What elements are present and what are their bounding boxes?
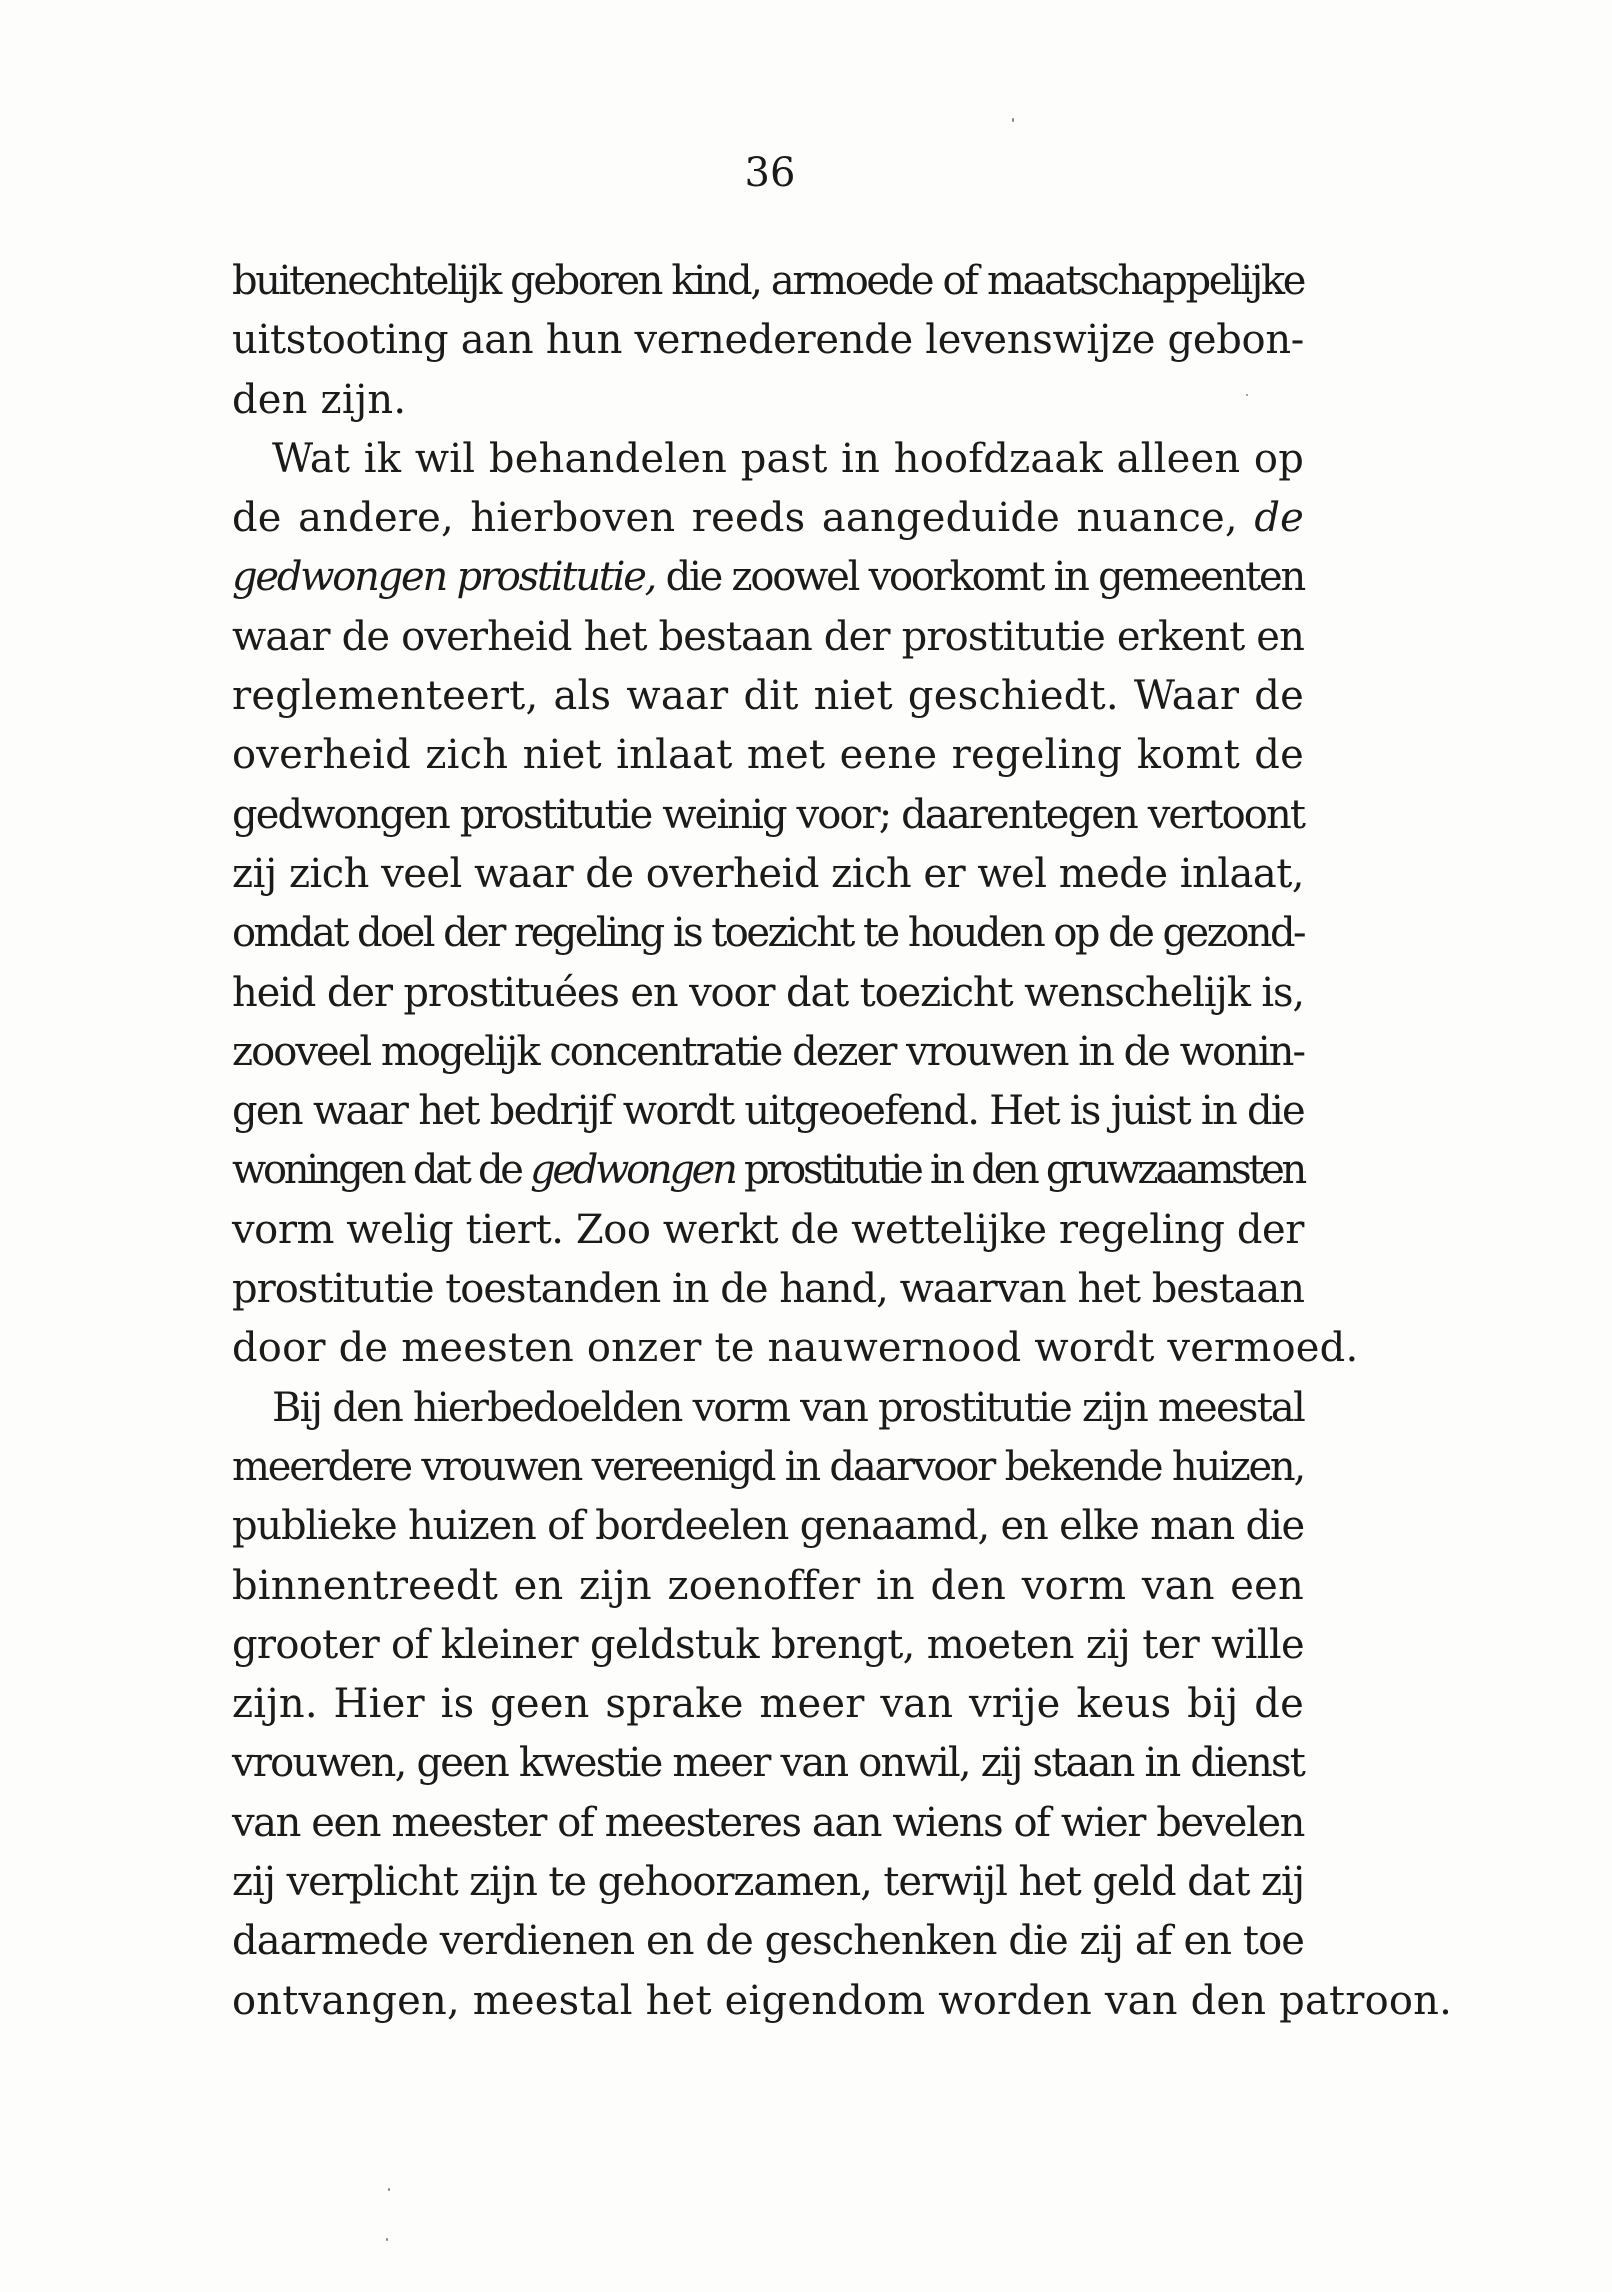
- text-line: door de meesten onzer te nauwernood wordt vermoed.: [232, 1325, 1359, 1372]
- text-line: overheid zich niet inlaat met eene regeling komt de: [232, 732, 1304, 779]
- text-line: van een meester of meesteres aan wiens of wier bevelen: [232, 1799, 1304, 1846]
- text-line: uitstooting aan hun vernederende levenswijze gebon-: [232, 317, 1304, 364]
- text-line: gedwongen prostitutie weinig voor; daarentegen vertoont: [232, 791, 1305, 838]
- paper-speck: [1246, 394, 1248, 396]
- text-line: zij verplicht zijn te gehoorzamen, terwijl het geld dat zij: [232, 1859, 1304, 1906]
- text-line: binnentreedt en zijn zoenoffer in den vorm van een: [232, 1562, 1304, 1609]
- italic-text: gedwongen: [530, 1147, 735, 1194]
- italic-text: gedwongen prostitutie,: [232, 554, 656, 601]
- text-line: gen waar het bedrijf wordt uitgeoefend. Het is juist in die: [232, 1088, 1304, 1135]
- text-line: de andere, hierboven reeds aangeduide nuance, de: [232, 495, 1304, 542]
- paper-speck: [388, 2188, 390, 2191]
- body-text: [232, 252, 1453, 2031]
- text-line: heid der prostituées en voor dat toezicht wenschelijk is,: [232, 969, 1304, 1016]
- text-line: publieke huizen of bordeelen genaamd, en elke man die: [232, 1503, 1304, 1550]
- text-line: meerdere vrouwen vereenigd in daarvoor bekende huizen,: [232, 1443, 1304, 1490]
- text-line: vorm welig tiert. Zoo werkt de wettelijke regeling der: [232, 1206, 1304, 1253]
- text-line: daarmede verdienen en de geschenken die zij af en toe: [232, 1918, 1304, 1965]
- paragraph-first-line: Wat ik wil behandelen past in hoofdzaak alleen op: [272, 435, 1304, 482]
- text-line: ontvangen, meestal het eigendom worden van den patroon.: [232, 1977, 1453, 2024]
- text-line: den zijn.: [232, 376, 407, 423]
- text-line: gedwongen prostitutie, die zoowel voorkomt in gemeenten: [232, 554, 1304, 601]
- text-line: zijn. Hier is geen sprake meer van vrije keus bij de: [232, 1681, 1304, 1728]
- text-line: grooter of kleiner geldstuk brengt, moeten zij ter wille: [232, 1621, 1304, 1668]
- text-line: woningen dat de gedwongen prostitutie in den gruwzaamsten: [232, 1147, 1304, 1194]
- text-line: zooveel mogelijk concentratie dezer vrouwen in de wonin-: [232, 1028, 1304, 1075]
- paragraph-first-line: Bij den hierbedoelden vorm van prostitutie zijn meestal: [272, 1384, 1304, 1431]
- paper-speck: [1012, 118, 1014, 122]
- page-number: 36: [744, 150, 796, 196]
- text-line: omdat doel der regeling is toezicht te houden op de gezond-: [232, 910, 1304, 957]
- paper-speck: [386, 2238, 388, 2241]
- italic-text: de: [1254, 495, 1304, 542]
- text-line: waar de overheid het bestaan der prostitutie erkent en: [232, 613, 1304, 660]
- text-line: reglementeert, als waar dit niet geschiedt. Waar de: [232, 673, 1304, 720]
- text-line: prostitutie toestanden in de hand, waarvan het bestaan: [232, 1266, 1304, 1313]
- text-line: buitenechtelijk geboren kind, armoede of maatschappelijke: [232, 258, 1304, 304]
- text-line: zij zich veel waar de overheid zich er wel mede inlaat,: [232, 850, 1304, 897]
- text-line: vrouwen, geen kwestie meer van onwil, zij staan in dienst: [232, 1740, 1304, 1787]
